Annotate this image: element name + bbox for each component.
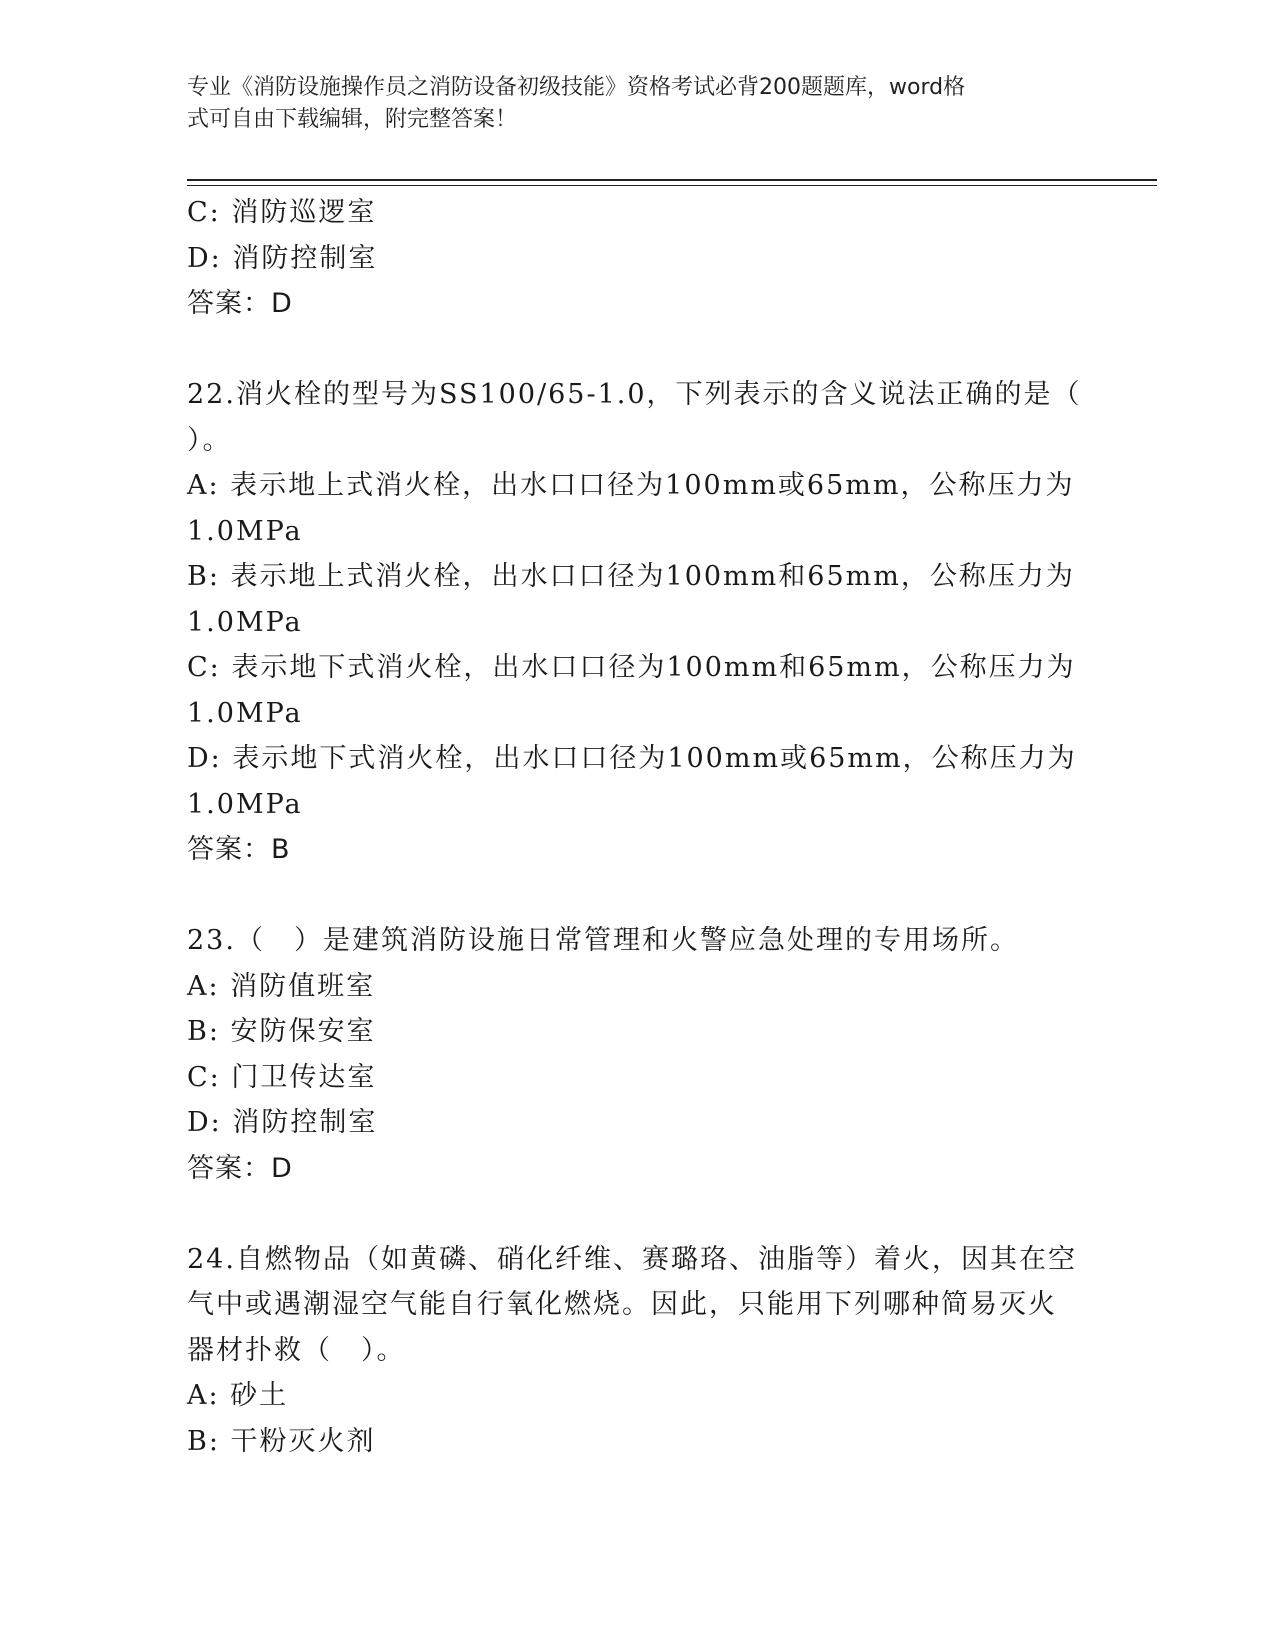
option-b-cont: 1.0MPa — [187, 606, 303, 638]
document-header — [187, 72, 1087, 136]
option-b: B: 干粉灭火剂 — [187, 1425, 376, 1457]
question-stem: ）。 — [187, 424, 232, 456]
option-c: C: 表示地下式消火栓，出水口口径为100mm和65mm，公称压力为 — [187, 652, 1076, 683]
answer: 答案：D — [187, 288, 293, 319]
spacer — [187, 327, 1087, 373]
option-d: D: 表示地下式消火栓，出水口口径为100mm或65mm，公称压力为 — [187, 743, 1077, 774]
header-rule-thick — [187, 179, 1157, 181]
question-stem: 22.消火栓的型号为SS100/65-1.0，下列表示的含义说法正确的是（ — [187, 379, 1082, 410]
spacer — [187, 873, 1087, 919]
spacer — [187, 1191, 1087, 1237]
option-c: C: 消防巡逻室 — [187, 197, 377, 228]
answer: 答案：D — [187, 1152, 293, 1184]
question-stem: 23.（ ）是建筑消防设施日常管理和火警应急处理的专用场所。 — [187, 925, 1019, 956]
question-24 — [187, 1237, 1087, 1465]
option-b: B: 安防保安室 — [187, 1016, 376, 1047]
header-line-2: 式可自由下载编辑，附完整答案！ — [187, 107, 518, 132]
question-21-tail — [187, 190, 1087, 327]
option-d: D: 消防控制室 — [187, 242, 378, 274]
option-c-cont: 1.0MPa — [187, 697, 303, 729]
question-list — [187, 190, 1087, 1464]
option-d-cont: 1.0MPa — [187, 788, 303, 820]
question-stem: 器材扑救（ ）。 — [187, 1334, 406, 1366]
option-b: B: 表示地上式消火栓，出水口口径为100mm和65mm，公称压力为 — [187, 561, 1075, 592]
header-rule-thin — [187, 185, 1157, 186]
question-22 — [187, 372, 1087, 873]
option-d: D: 消防控制室 — [187, 1107, 378, 1138]
question-stem: 气中或遇潮湿空气能自行氧化燃烧。因此，只能用下列哪种简易灭火 — [187, 1289, 1057, 1320]
answer: 答案：B — [187, 834, 291, 865]
question-23 — [187, 918, 1087, 1191]
question-stem: 24.自燃物品（如黄磷、硝化纤维、赛璐珞、油脂等）着火，因其在空 — [187, 1243, 1077, 1275]
option-c: C: 门卫传达室 — [187, 1061, 377, 1093]
option-a: A: 消防值班室 — [187, 970, 376, 1002]
option-a-cont: 1.0MPa — [187, 515, 303, 547]
option-a: A: 表示地上式消火栓，出水口口径为100mm或65mm，公称压力为 — [187, 470, 1075, 501]
header-line-1: 专业《消防设施操作员之消防设备初级技能》资格考试必背200题题库，word格 — [187, 75, 966, 100]
option-a: A: 砂土 — [187, 1380, 289, 1411]
